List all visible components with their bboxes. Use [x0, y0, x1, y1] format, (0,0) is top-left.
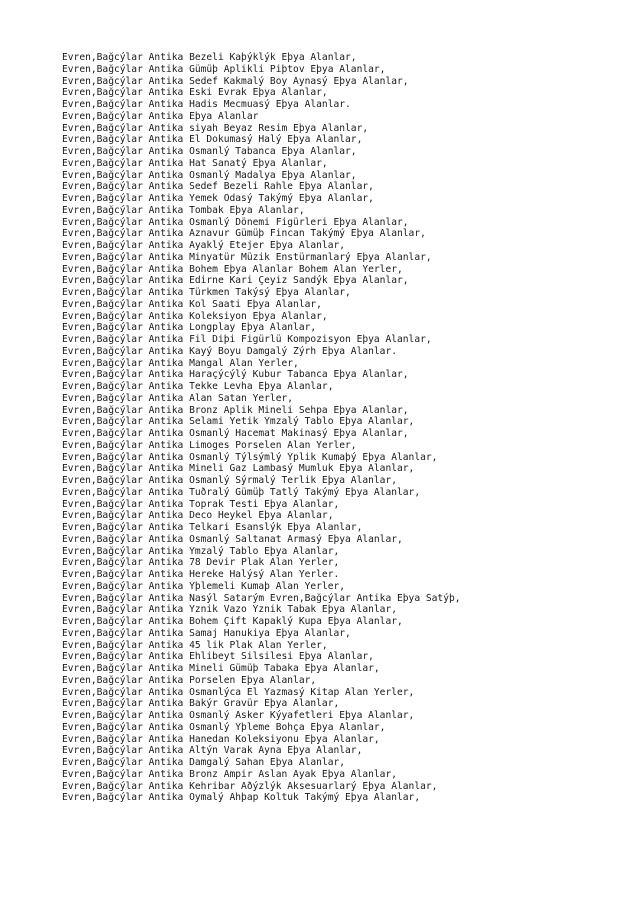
text-line: Evren,Bağcýlar Antika Osmanlý Asker Kýyafetleri Eþya Alanlar, [62, 710, 415, 721]
text-line: Evren,Bağcýlar Antika Tombak Eþya Alanlar, [62, 204, 305, 216]
text-line: Evren,Bağcýlar Antika Ýznik Vazo Ýznik Tabak Eþya Alanlar, [62, 604, 398, 616]
text-line: Evren,Bağcýlar Antika Tuðralý Gümüþ Tatlý Takýmý Eþya Alanlar, [62, 486, 421, 498]
text-line: Evren,Bağcýlar Antika Hat Sanatý Eþya Alanlar, [62, 157, 328, 169]
text-line: Evren,Bağcýlar Antika Deco Heykel Eþya Alanlar, [62, 510, 334, 522]
text-line: Evren,Bağcýlar Antika Osmanlýca El Yazmasý Kitap Alan Yerler, [62, 686, 415, 698]
text-line: Evren,Bağcýlar Antika Osmanlý Sýrmalý Terlik Eþya Alanlar, [62, 475, 398, 486]
text-line: Evren,Bağcýlar Antika Bohem Çift Kapaklý Kupa Eþya Alanlar, [62, 616, 403, 627]
text-line: Evren,Bağcýlar Antika Minyatür Müzik Enstürmanlarý Eþya Alanlar, [62, 251, 432, 263]
text-line: Evren,Bağcýlar Antika Mineli Gümüþ Tabaka Eþya Alanlar, [62, 663, 380, 674]
text-line: Evren,Bağcýlar Antika Ayaklý Etejer Eþya Alanlar, [62, 240, 346, 251]
text-line: Evren,Bağcýlar Antika Osmanlý Saltanat Armasý Eþya Alanlar, [62, 533, 403, 545]
text-line: Evren,Bağcýlar Antika Osmanlý Dönemi Figürleri Eþya Alanlar, [62, 216, 409, 228]
text-line: Evren,Bağcýlar Antika Gümüþ Aplikli Piþtov Eþya Alanlar, [62, 63, 386, 75]
text-line: Evren,Bağcýlar Antika Osmanlý Madalya Eþya Alanlar, [62, 169, 357, 181]
text-line: Evren,Bağcýlar Antika Tekke Levha Eþya Alanlar, [62, 381, 334, 392]
text-line: Evren,Bağcýlar Antika Bezeli Kaþýklýk Eþya Alanlar, [62, 52, 357, 63]
text-line: Evren,Bağcýlar Antika Hanedan Koleksiyonu Eþya Alanlar, [62, 733, 380, 745]
text-line: Evren,Bağcýlar Antika Longplay Eþya Alanlar, [62, 322, 317, 334]
text-line: Evren,Bağcýlar Antika Fil Diþi Figürlü Kompozisyon Eþya Alanlar, [62, 334, 432, 345]
text-line: Evren,Bağcýlar Antika Osmanlý Tabanca Eþya Alanlar, [62, 146, 357, 157]
text-line: Evren,Bağcýlar Antika Bronz Aplik Mineli Sehpa Eþya Alanlar, [62, 404, 409, 416]
text-line: Evren,Bağcýlar Antika Mineli Gaz Lambasý Mumluk Eþya Alanlar, [62, 463, 415, 475]
text-line: Evren,Bağcýlar Antika Toprak Testi Eþya Alanlar, [62, 498, 340, 510]
text-line: Evren,Bağcýlar Antika Limoges Porselen Alan Yerler, [62, 439, 357, 451]
text-line: Evren,Bağcýlar Antika Bakýr Gravür Eþya Alanlar, [62, 698, 340, 710]
text-line: Evren,Bağcýlar Antika Hereke Halýsý Alan Yerler. [62, 569, 340, 580]
text-line: Evren,Bağcýlar Antika Yemek Odasý Takýmý Eþya Alanlar, [62, 193, 374, 204]
text-line: Evren,Bağcýlar Antika Edirne Kari Çeyiz Sandýk Eþya Alanlar, [62, 275, 409, 287]
text-line: Evren,Bağcýlar Antika Sedef Bezeli Rahle Eþya Alanlar, [62, 181, 374, 193]
text-line: Evren,Bağcýlar Antika Samaj Hanukiya Eþya Alanlar, [62, 627, 351, 639]
text-line: Evren,Bağcýlar Antika Alan Satan Yerler, [62, 392, 294, 404]
text-line: Evren,Bağcýlar Antika Hadis Mecmuasý Eþya Alanlar. [62, 99, 351, 110]
text-line: Evren,Bağcýlar Antika Aznavur Gümüþ Fincan Takýmý Eþya Alanlar, [62, 228, 426, 240]
text-line: Evren,Bağcýlar Antika 78 Devir Plak Alan Yerler, [62, 557, 340, 569]
text-line: Evren,Bağcýlar Antika Damgalý Sahan Eþya Alanlar, [62, 757, 346, 768]
text-line: Evren,Bağcýlar Antika Bronz Ampir Aslan Ayak Eþya Alanlar, [62, 768, 398, 780]
text-line: Evren,Bağcýlar Antika Kol Saati Eþya Alanlar, [62, 298, 322, 310]
text-line: Evren,Bağcýlar Antika Osmanlý Ýþleme Bohça Eþya Alanlar, [62, 721, 386, 733]
text-line: Evren,Bağcýlar Antika Bohem Eþya Alanlar Bohem Alan Yerler, [62, 263, 403, 275]
text-line: Evren,Bağcýlar Antika Porselen Eþya Alanlar, [62, 674, 317, 686]
text-line: Evren,Bağcýlar Antika El Dokumasý Halý Eþya Alanlar, [62, 134, 363, 146]
text-line: Evren,Bağcýlar Antika siyah Beyaz Resim Eþya Alanlar, [62, 122, 369, 134]
text-line: Evren,Bağcýlar Antika Mangal Alan Yerler, [62, 357, 299, 369]
text-line: Evren,Bağcýlar Antika Osmanlý Týlsýmlý Ýplik Kumaþý Eþya Alanlar, [62, 451, 438, 463]
text-line: Evren,Bağcýlar Antika Eþya Alanlar [62, 110, 259, 122]
text-line: Evren,Bağcýlar Antika Eski Evrak Eþya Alanlar, [62, 87, 328, 99]
text-line: Evren,Bağcýlar Antika 45 lik Plak Alan Yerler, [62, 639, 328, 651]
text-line: Evren,Bağcýlar Antika Kehribar Aðýzlýk Aksesuarlarý Eþya Alanlar, [62, 780, 438, 792]
text-line: Evren,Bağcýlar Antika Koleksiyon Eþya Alanlar, [62, 310, 328, 322]
text-line: Evren,Bağcýlar Antika Ýmzalý Tablo Eþya Alanlar, [62, 545, 340, 557]
text-line: Evren,Bağcýlar Antika Selami Yetik Ýmzalý Tablo Eþya Alanlar, [62, 416, 415, 428]
text-line: Evren,Bağcýlar Antika Sedef Kakmalý Boy Aynasý Eþya Alanlar, [62, 75, 409, 87]
text-line: Evren,Bağcýlar Antika Kayý Boyu Damgalý Zýrh Eþya Alanlar. [62, 345, 398, 357]
text-line: Evren,Bağcýlar Antika Haraçýcýlý Kubur Tabanca Eþya Alanlar, [62, 369, 409, 381]
text-line: Evren,Bağcýlar Antika Ýþlemeli Kumaþ Alan Yerler, [62, 580, 346, 592]
text-line: Evren,Bağcýlar Antika Türkmen Takýsý Eþya Alanlar, [62, 287, 351, 298]
text-line: Evren,Bağcýlar Antika Osmanlý Hacemat Makinasý Eþya Alanlar, [62, 428, 409, 439]
text-line: Evren,Bağcýlar Antika Oymalý Ahþap Koltuk Takýmý Eþya Alanlar, [62, 792, 421, 804]
text-line: Evren,Bağcýlar Antika Nasýl Satarým Evren,Bağcýlar Antika Eþya Satýþ, [62, 592, 461, 604]
text-line: Evren,Bağcýlar Antika Telkari Esanslýk Eþya Alanlar, [62, 522, 363, 533]
text-line: Evren,Bağcýlar Antika Altýn Varak Ayna Eþya Alanlar, [62, 745, 363, 757]
document-page [62, 52, 632, 804]
text-line: Evren,Bağcýlar Antika Ehlibeyt Silsilesi Eþya Alanlar, [62, 651, 374, 663]
